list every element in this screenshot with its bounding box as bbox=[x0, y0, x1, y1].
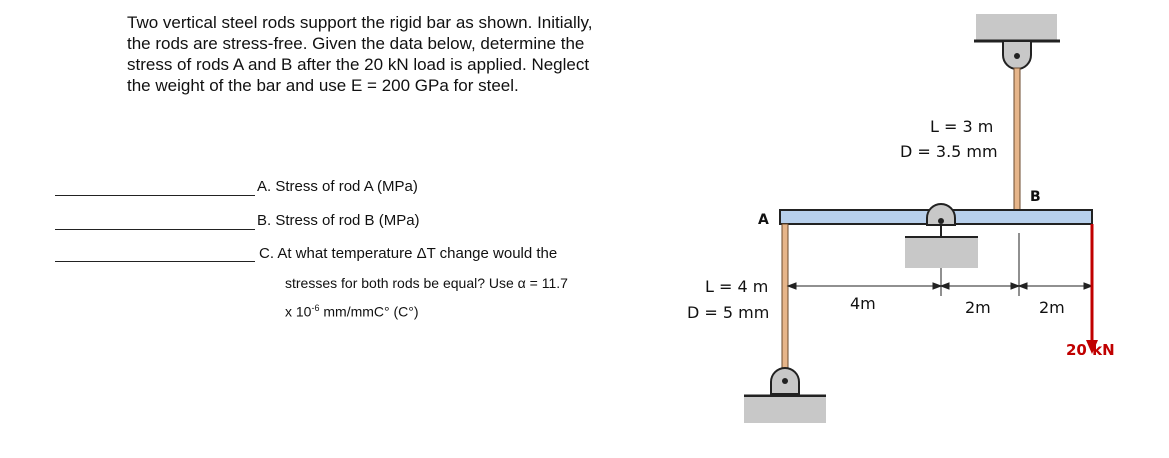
dimension-label-1: 4m bbox=[850, 294, 876, 313]
rod-a-diameter: D = 5 mm bbox=[687, 303, 770, 322]
problem-line: the rods are stress-free. Given the data below, determine the bbox=[127, 34, 585, 53]
rod-a-length: L = 4 m bbox=[705, 277, 769, 296]
problem-line: stress of rods A and B after the 20 kN load is applied. Neglect bbox=[127, 55, 590, 74]
rod-b-length: L = 3 m bbox=[930, 117, 994, 136]
rod-a bbox=[782, 224, 788, 382]
question-c-line3-post: mm/mmC° (C°) bbox=[319, 303, 419, 320]
question-c-line3-exp: -6 bbox=[311, 303, 320, 313]
rod-b bbox=[1014, 68, 1020, 210]
top-ceiling-support bbox=[974, 14, 1060, 41]
rod-a-label: A bbox=[758, 212, 769, 228]
rod-b-diameter: D = 3.5 mm bbox=[900, 142, 998, 161]
question-b: B. Stress of rod B (MPa) bbox=[257, 212, 420, 229]
top-pin-icon bbox=[1003, 41, 1031, 69]
dimension-label-2: 2m bbox=[965, 298, 991, 317]
dimension-label-3: 2m bbox=[1039, 298, 1065, 317]
question-c-line3-pre: x 10 bbox=[285, 303, 312, 320]
problem-line: the weight of the bar and use E = 200 GPa for steel. bbox=[127, 76, 519, 95]
question-a: A. Stress of rod A (MPa) bbox=[257, 178, 418, 195]
load-arrow-icon bbox=[1086, 224, 1098, 354]
problem-line: Two vertical steel rods support the rigid bar as shown. Initially, bbox=[127, 13, 593, 32]
rod-b-label: B bbox=[1030, 189, 1041, 205]
question-c-line2: stresses for both rods be equal? Use α = 11.7 bbox=[285, 275, 568, 291]
question-c-line1: C. At what temperature ΔT change would the bbox=[259, 245, 558, 262]
load-label: 20 kN bbox=[1066, 341, 1115, 359]
bottom-pin-support bbox=[744, 368, 826, 423]
